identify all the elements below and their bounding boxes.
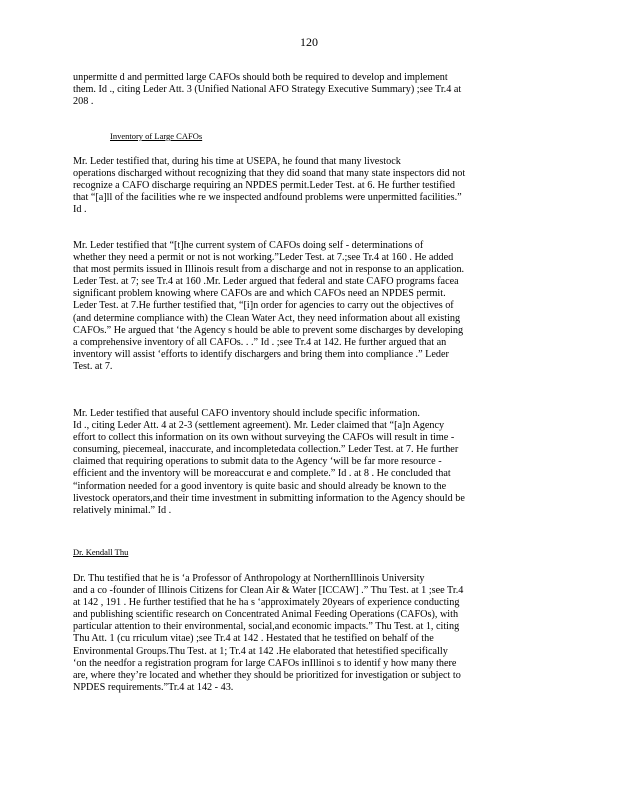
text-line: NPDES requirements.”Tr.4 at 142 - 43. [73,681,234,693]
text-line: (and determine compliance with) the Clean Water Act, they need information about all existing [73,312,461,324]
text-line: Dr. Thu testified that he is ‘a Professor of Anthropology at NorthernIllinois University [73,573,425,584]
text-line: Id . [73,204,87,216]
text-line: “information needed for a good inventory is quite basic and should already be known to the [73,480,447,492]
text-line: Leder Test. at 7; see Tr.4 at 160 .Mr. Leder argued that federal and state CAFO programs facea [73,276,459,288]
text-line: are, where they’re located and whether they should be prioritized for investigation or subject to [73,669,461,681]
text-line: operations discharged without recognizing that they did soand that many state inspectors did not [73,168,466,180]
text-line: and publishing scientific research on Concentrated Animal Feeding Operations (CAFOs), with [73,609,459,621]
text-line: and a co -founder of Illinois Citizens for Clean Air & Water [ICCAW] .” Thu Test. at 1 ;see Tr.4 [73,585,464,597]
text-line: inventory will assist ‘efforts to identify dischargers and bring them into compliance .” Leder [73,348,449,360]
text-line: claimed that requiring operations to submit data to the Agency ‘will be far more resource - [73,456,442,468]
text-line: that most permits issued in Illinois result from a discharge and not in response to an application. [73,264,465,276]
text-line: effort to collect this information on its own without surveying the CAFOs will result in time - [73,432,455,444]
paragraph-5 [73,573,535,694]
text-line: Mr. Leder testified that “[t]he current system of CAFOs doing self - determinations of [73,240,424,251]
text-line: efficient and the inventory will be moreaccurat e and complete.” Id . at 8 . He concluded that [73,468,451,480]
paragraph-3 [73,240,535,373]
text-line: Test. at 7. [73,360,113,372]
text-line: consuming, piecemeal, inaccurate, and incompletedata collection.” Leder Test. at 7. He further [73,444,459,456]
text-line: at 142 , 191 . He further testified that he ha s ‘approximately 20years of experience conducting [73,597,460,609]
text-line: particular attention to their environmental, social,and economic impacts.” Thu Test. at 1, citing [73,621,460,633]
text-line: significant problem knowing where CAFOs are and which CAFOs need an NPDES permit. [73,288,446,300]
text-line: unpermitte d and permitted large CAFOs should both be required to develop and implement [73,72,448,83]
paragraph-4 [73,408,535,517]
text-line: CAFOs.” He argued that ‘the Agency s hould be able to prevent some discharges by developing [73,324,464,336]
text-line: Id ., citing Leder Att. 4 at 2-3 (settlement agreement). Mr. Leder claimed that “[a]n Agency [73,420,445,432]
paragraph-2 [73,156,535,216]
paragraph-1 [73,72,535,108]
text-line: Thu Att. 1 (cu rriculum vitae) ;see Tr.4 at 142 . Hestated that he testified on behalf of the [73,633,434,645]
text-line: livestock operators,and their time investment in submitting information to the Agency should be [73,492,465,504]
text-line: Mr. Leder testified that auseful CAFO inventory should include specific information. [73,408,420,419]
text-line: Leder Test. at 7.He further testified that, “[i]n order for agencies to carry out the objectives of [73,300,454,312]
text-line: a comprehensive inventory of all CAFOs. . .” Id . ;see Tr.4 at 142. He further argued that an [73,336,447,348]
text-line: ‘on the needfor a registration program for large CAFOs inIllinoi s to identif y how many there [73,657,457,669]
text-line: whether they need a permit or not is not working.”Leder Test. at 7.;see Tr.4 at 160 . He added [73,252,454,264]
text-line: Mr. Leder testified that, during his time at USEPA, he found that many livestock [73,156,401,167]
text-line: them. Id ., citing Leder Att. 3 (Unified National AFO Strategy Executive Summary) ;see Tr.4 at [73,84,462,96]
page-number: 120 [300,35,318,49]
section-heading-inventory: Inventory of Large CAFOs [110,131,203,141]
section-heading-kendall-thu: Dr. Kendall Thu [73,547,129,557]
text-line: relatively minimal.” Id . [73,504,172,516]
text-line: recognize a CAFO discharge requiring an NPDES permit.Leder Test. at 6. He further testified [73,180,455,192]
text-line: Environmental Groups.Thu Test. at 1; Tr.4 at 142 .He elaborated that hetestified specifically [73,645,448,657]
text-line: that “[a]ll of the facilities whe re we inspected andfound problems were unpermitted facilities.” [73,192,462,204]
text-line: 208 . [73,96,94,108]
